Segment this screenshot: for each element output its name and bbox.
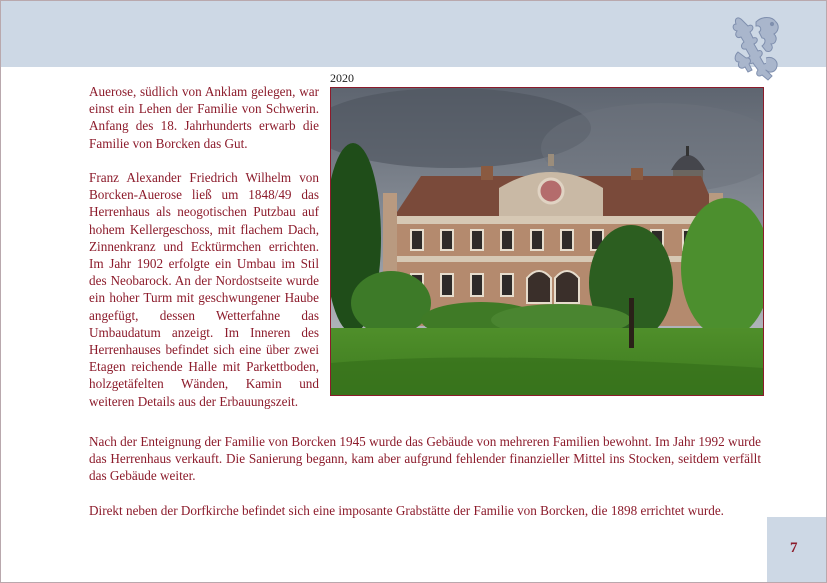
griffin-crest-icon <box>728 12 784 86</box>
paragraph-construction: Franz Alexander Friedrich Wilhelm von Borcken-Auerose ließ um 1848/49 das Herrenhaus als neogotischen Putzbau auf hohem Kellergeschoss, mit flachem Dach, Zinnenkranz und Ecktürmchen errichten. Im Jahr 1902 erfolgte ein Umbau im Stil des Neobarock. An der Nordostseite wurde ein hoher Turm mit geschwungener Haube angefügt, dessen Wetterfahne das Umbaudatum anzeigt. Im Inneren des Herrenhauses befindet sich eine über zwei Etagen reichende Halle mit Parkettboden, holzgetäfelten Wänden, Kamin und weiteren Details aus der Erbauungszeit. <box>89 170 319 409</box>
photo-year-label: 2020 <box>330 71 354 85</box>
manor-house-image <box>331 88 763 395</box>
paragraph-tomb: Direkt neben der Dorfkirche befindet sich eine imposante Grabstätte der Familie von Borcken, die 1898 errichtet wurde. <box>89 502 724 518</box>
paragraph-history: Auerose, südlich von Anklam gelegen, war einst ein Lehen der Familie von Schwerin. Anfang des 18. Jahrhunderts erwarb die Familie von Borcken das Gut. <box>89 84 319 151</box>
paragraph-expropriation: Nach der Enteignung der Familie von Borcken 1945 wurde das Gebäude von mehreren Familien bewohnt. Im Jahr 1992 wurde das Herrenhaus verkauft. Die Sanierung begann, kam aber aufgrund fehlender finanzieller Mittel ins Stocken, seitdem verfällt das Gebäude weiter. <box>89 434 761 484</box>
page-number: 7 <box>790 540 798 556</box>
header-band <box>1 1 826 67</box>
intro-text-column <box>89 83 319 427</box>
bottom-text <box>89 433 761 536</box>
manor-house-photo <box>330 87 764 396</box>
